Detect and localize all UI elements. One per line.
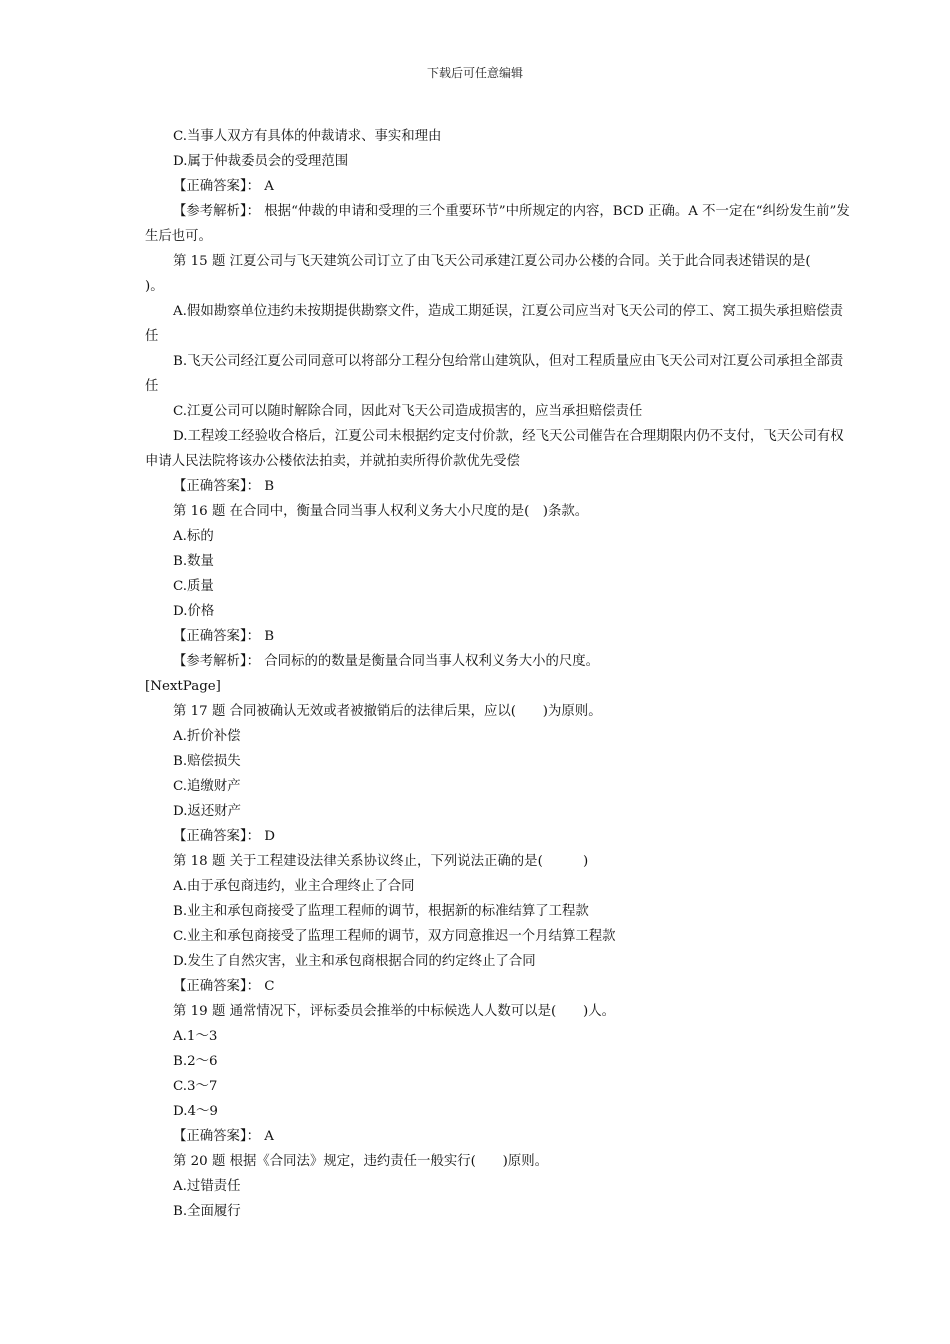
- document-paragraph: A.假如勘察单位违约未按期提供勘察文件，造成工期延误，江夏公司应当对飞天公司的停工、窝工损失承担赔偿责任: [145, 304, 844, 344]
- document-paragraph: 【参考解析】： 合同标的的数量是衡量合同当事人权利义务大小的尺度。: [173, 654, 600, 669]
- document-paragraph: 【正确答案】： C: [173, 979, 275, 994]
- document-paragraph: C.业主和承包商接受了监理工程师的调节，双方同意推迟一个月结算工程款: [173, 929, 616, 944]
- document-paragraph: D.价格: [173, 604, 215, 619]
- document-paragraph: 第 15 题 江夏公司与飞天建筑公司订立了由飞天公司承建江夏公司办公楼的合同。关于此合同表述错误的是( )。: [145, 254, 838, 294]
- document-paragraph: C.3～7: [173, 1079, 218, 1094]
- document-paragraph: C.江夏公司可以随时解除合同，因此对飞天公司造成损害的，应当承担赔偿责任: [173, 404, 643, 419]
- document-paragraph: A.1～3: [173, 1029, 218, 1044]
- document-paragraph: 【正确答案】： B: [173, 629, 275, 644]
- document-paragraph: B.全面履行: [173, 1204, 241, 1219]
- document-paragraph: 【参考解析】： 根据“仲裁的申请和受理的三个重要环节”中所规定的内容，BCD 正确。A 不一定在“纠纷发生前”发生后也可。: [145, 204, 850, 244]
- document-paragraph: 【正确答案】： B: [173, 479, 275, 494]
- document-paragraph: 【正确答案】： D: [173, 829, 276, 844]
- document-paragraph: D.4～9: [173, 1104, 218, 1119]
- document-paragraph: 第 18 题 关于工程建设法律关系协议终止，下列说法正确的是( ): [173, 854, 589, 869]
- document-paragraph: C.质量: [173, 579, 214, 594]
- document-paragraph: A.折价补偿: [173, 729, 241, 744]
- document-paragraph: A.过错责任: [173, 1179, 241, 1194]
- document-paragraph: A.标的: [173, 529, 214, 544]
- document-paragraph: 【正确答案】： A: [173, 179, 274, 194]
- document-paragraph: D.返还财产: [173, 804, 242, 819]
- document-paragraph: B.赔偿损失: [173, 754, 241, 769]
- document-paragraph: C.追缴财产: [173, 779, 241, 794]
- document-paragraph: B.飞天公司经江夏公司同意可以将部分工程分包给常山建筑队，但对工程质量应由飞天公司对江夏公司承担全部责任: [145, 354, 844, 394]
- document-body: [145, 124, 850, 1224]
- document-paragraph: A.由于承包商违约，业主合理终止了合同: [173, 879, 415, 894]
- document-paragraph: [NextPage]: [145, 679, 221, 694]
- document-paragraph: 第 16 题 在合同中，衡量合同当事人权利义务大小尺度的是( )条款。: [173, 504, 589, 519]
- document-paragraph: D.工程竣工经验收合格后，江夏公司未根据约定支付价款，经飞天公司催告在合理期限内仍不支付，飞天公司有权申请人民法院将该办公楼依法拍卖，并就拍卖所得价款优先受偿: [145, 429, 844, 469]
- document-paragraph: 【正确答案】： A: [173, 1129, 274, 1144]
- document-paragraph: B.业主和承包商接受了监理工程师的调节，根据新的标准结算了工程款: [173, 904, 589, 919]
- document-paragraph: C.当事人双方有具体的仲裁请求、事实和理由: [173, 129, 442, 144]
- page-header: 下载后可任意编辑: [426, 66, 523, 80]
- document-paragraph: B.数量: [173, 554, 214, 569]
- document-paragraph: 第 17 题 合同被确认无效或者被撤销后的法律后果，应以( )为原则。: [173, 704, 602, 719]
- document-paragraph: 第 19 题 通常情况下，评标委员会推举的中标候选人人数可以是( )人。: [173, 1004, 615, 1019]
- document-paragraph: 第 20 题 根据《合同法》规定，违约责任一般实行( )原则。: [173, 1154, 549, 1169]
- document-paragraph: D.发生了自然灾害，业主和承包商根据合同的约定终止了合同: [173, 954, 536, 969]
- document-paragraph: D.属于仲裁委员会的受理范围: [173, 154, 349, 169]
- document-paragraph: B.2～6: [173, 1054, 218, 1069]
